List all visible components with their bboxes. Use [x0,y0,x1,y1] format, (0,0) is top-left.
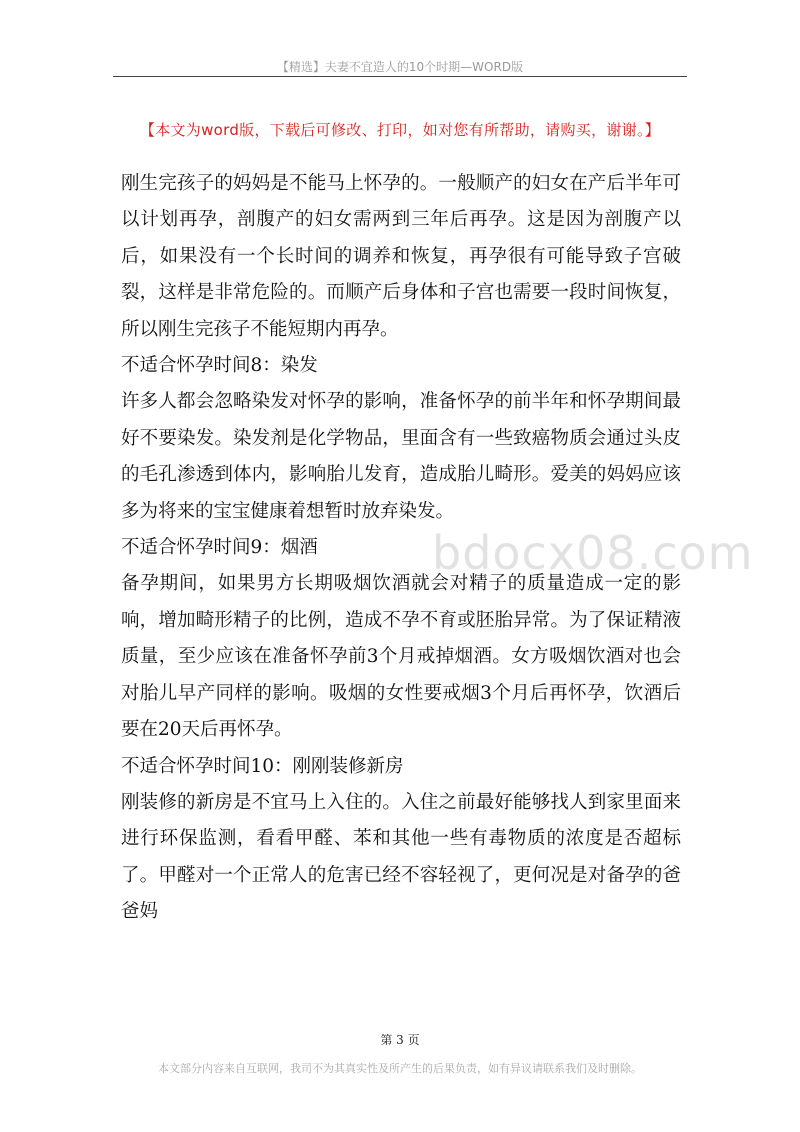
heading-smoking-drinking: 不适合怀孕时间9：烟酒 [121,537,318,559]
heading-new-decoration: 不适合怀孕时间10：刚刚装修新房 [121,755,404,777]
header-divider [113,76,687,77]
paragraph-hair-dye: 许多人都会忽略染发对怀孕的影响，准备怀孕的前半年和怀孕期间最好不要染发。染发剂是化学物品，里面含有一些致癌物质会通过头皮的毛孔渗透到体内，影响胎儿发育，造成胎儿畸形。爱美的妈妈应该多为将来的宝宝健康着想暂时放弃染发。 [121,391,681,522]
purchase-notice: 【本文为word版，下载后可修改、打印，如对您有所帮助，请购买，谢谢。】 [139,121,661,139]
page-footer-disclaimer: 本文部分内容来自互联网，我司不为其真实性及所产生的后果负责，如有异议请联系我们及时删除。 [158,1062,642,1075]
paragraph-postpartum: 刚生完孩子的妈妈是不能马上怀孕的。一般顺产的妇女在产后半年可以计划再孕，剖腹产的妇女需两到三年后再孕。这是因为剖腹产以后，如果没有一个长时间的调养和恢复，再孕很有可能导致子宫破裂，这样是非常危险的。而顺产后身体和子宫也需要一段时间恢复，所以刚生完孩子不能短期内再孕。 [121,173,681,340]
paragraph-smoking-drinking: 备孕期间，如果男方长期吸烟饮酒就会对精子的质量造成一定的影响，增加畸形精子的比例，造成不孕不育或胚胎异常。为了保证精液质量，至少应该在准备怀孕前3个月戒掉烟酒。女方吸烟饮酒对也会对胎儿早产同样的影响。吸烟的女性要戒烟3个月后再怀孕，饮酒后要在20天后再怀孕。 [121,573,681,741]
site-watermark: bdocx08.com [432,526,754,580]
heading-hair-dye: 不适合怀孕时间8：染发 [121,355,318,377]
paragraph-new-decoration: 刚装修的新房是不宜马上入住的。入住之前最好能够找人到家里面来进行环保监测，看看甲醛、苯和其他一些有毒物质的浓度是否超标了。甲醛对一个正常人的危害已经不容轻视了，更何况是对备孕的爸爸妈 [121,791,681,923]
page-header: 【精选】夫妻不宜造人的10个时期—WORD版 [276,60,524,74]
page-number: 第 3 页 [380,1033,420,1047]
